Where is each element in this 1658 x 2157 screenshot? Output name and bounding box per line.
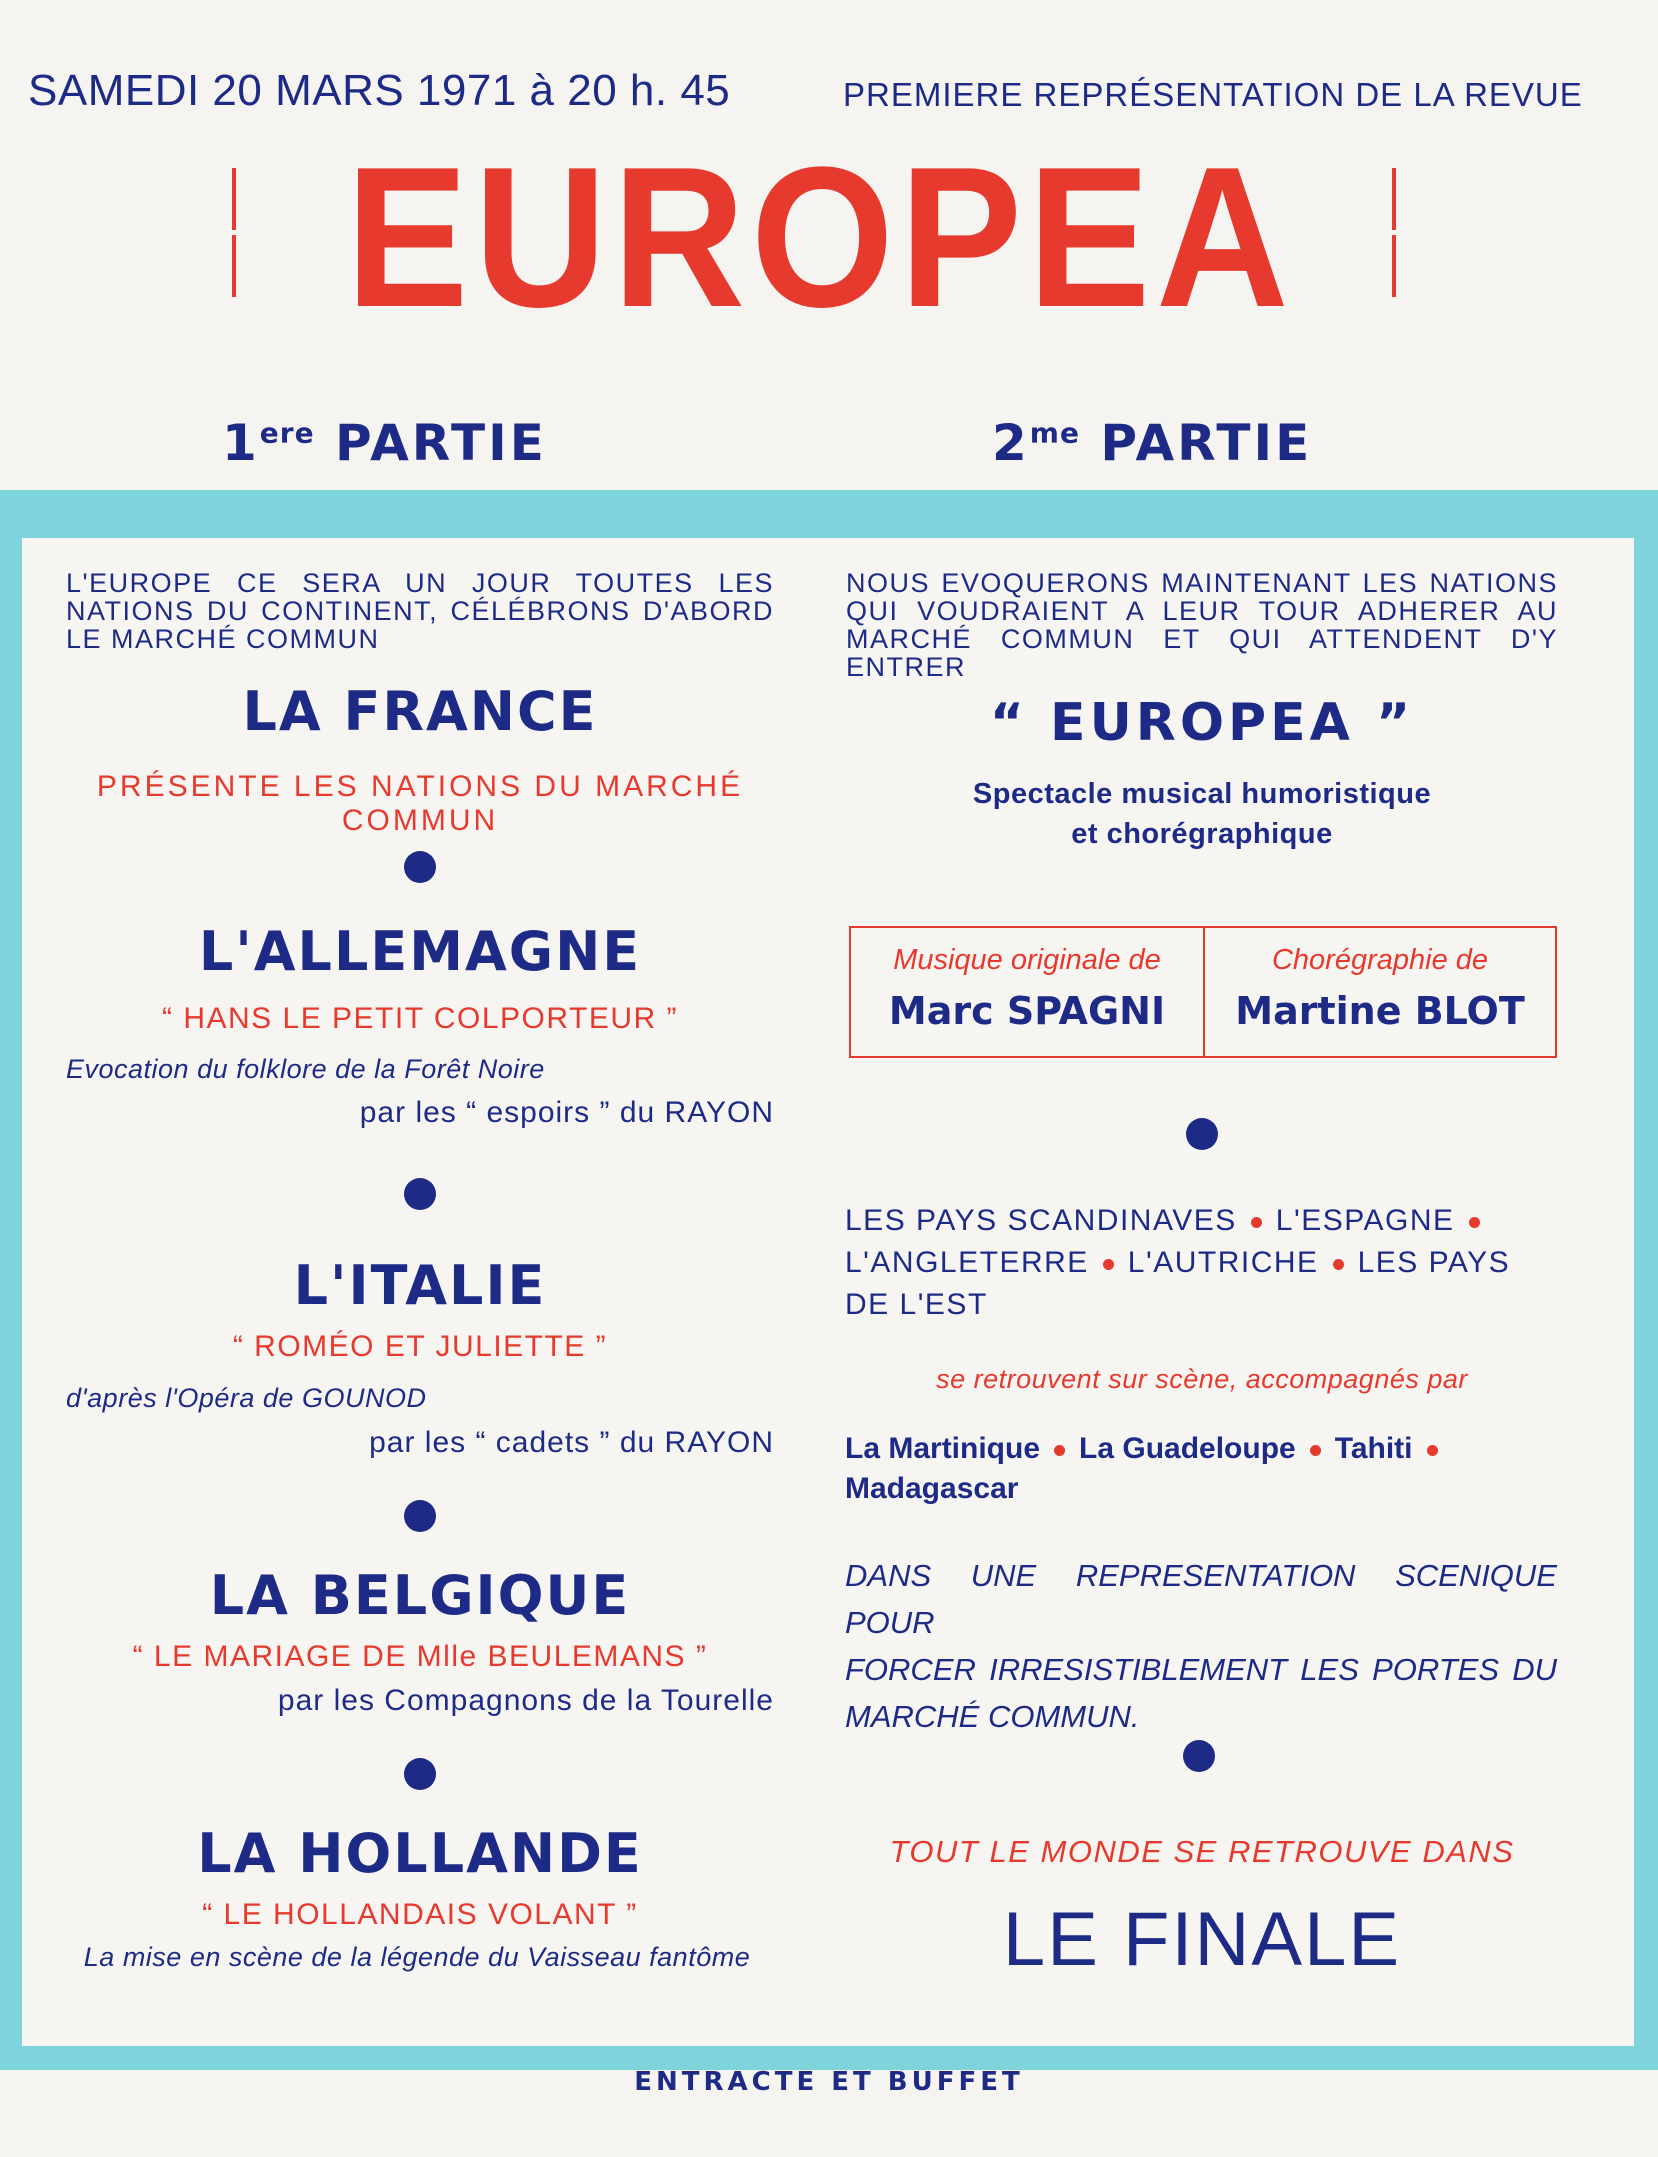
overseas-item: La Guadeloupe — [1079, 1432, 1296, 1465]
nations-line-1 — [845, 1204, 1557, 1238]
part1-heading-sup: ere — [259, 416, 315, 450]
part2-heading — [992, 414, 1312, 472]
choreo-label: Chorégraphie de — [1271, 944, 1489, 976]
part1-intro-line: L'EUROPE CE SERA UN JOUR TOUTES LES — [66, 568, 774, 598]
separator-dot — [404, 1178, 436, 1210]
scenic-line: DANS UNE REPRESENTATION SCENIQUE POUR — [845, 1558, 1557, 1640]
nation-item: LES PAYS — [1357, 1246, 1511, 1279]
bullet-dot — [1333, 1259, 1344, 1270]
finale-title: LE FINALE — [1002, 1897, 1402, 1982]
show-desc-1: Spectacle musical humoristique — [972, 778, 1432, 810]
hollande-show: “ LE HOLLANDAIS VOLANT ” — [202, 1898, 638, 1931]
italie-by: par les “ cadets ” du RAYON — [369, 1426, 774, 1459]
separator-dot — [1186, 1118, 1218, 1150]
nations-line-3: DE L'EST — [845, 1288, 988, 1321]
scenic-line: FORCER IRRESISTIBLEMENT LES PORTES DU — [845, 1652, 1557, 1687]
final-intro: TOUT LE MONDE SE RETROUVE DANS — [889, 1834, 1515, 1869]
bullet-dot — [1054, 1445, 1065, 1456]
accompanied-text: se retrouvent sur scène, accompagnés par — [936, 1364, 1468, 1394]
credits-box — [849, 926, 1557, 1058]
close-quote-mark — [1392, 168, 1406, 230]
part2-intro — [846, 569, 1558, 681]
italie-show: “ ROMÉO ET JULIETTE ” — [232, 1330, 608, 1363]
open-quote-mark — [232, 168, 246, 230]
show-title: “ EUROPEA ” — [989, 693, 1415, 753]
part2-intro-line: QUI VOUDRAIENT A LEUR TOUR ADHERER AU — [846, 596, 1558, 626]
intermission-footer: ENTRACTE ET BUFFET — [634, 2067, 1024, 2097]
belgique-by: par les Compagnons de la Tourelle — [277, 1684, 774, 1717]
overseas-item: La Martinique — [845, 1432, 1041, 1465]
premiere-line: PREMIERE REPRÉSENTATION DE LA REVUE — [843, 76, 1583, 113]
nation-item: LES PAYS SCANDINAVES — [845, 1204, 1237, 1237]
overseas-line-2: Madagascar — [845, 1472, 1019, 1505]
bullet-dot — [1469, 1217, 1480, 1228]
nations-line-2 — [845, 1246, 1557, 1280]
part2-intro-line: NOUS EVOQUERONS MAINTENANT LES NATIONS — [846, 568, 1558, 598]
nation-item: L'ESPAGNE — [1275, 1204, 1455, 1237]
part1-heading-num: 1 — [222, 414, 260, 472]
country-hollande: LA HOLLANDE — [197, 1822, 643, 1885]
allemagne-by: par les “ espoirs ” du RAYON — [359, 1096, 774, 1129]
part1-intro-line: LE MARCHÉ COMMUN — [66, 624, 380, 654]
bullet-dot — [1251, 1217, 1262, 1228]
france-subtitle: PRÉSENTE LES NATIONS DU MARCHÉ COMMUN — [96, 770, 744, 837]
part1-intro-line: NATIONS DU CONTINENT, CÉLÉBRONS D'ABORD — [66, 596, 774, 626]
hollande-desc: La mise en scène de la légende du Vaisseau fantôme — [83, 1942, 751, 1972]
show-desc-2: et chorégraphique — [1071, 818, 1333, 850]
separator-dot — [404, 851, 436, 883]
nation-item: L'ANGLETERRE — [845, 1246, 1089, 1279]
separator-dot — [1183, 1740, 1215, 1772]
page-title: EUROPEA — [345, 126, 1295, 349]
music-label: Musique originale de — [893, 944, 1161, 976]
choreo-credit — [1205, 928, 1555, 1056]
title-block — [220, 126, 1420, 349]
country-france: LA FRANCE — [242, 680, 598, 743]
nation-item: L'AUTRICHE — [1127, 1246, 1319, 1279]
choreo-name: Martine BLOT — [1235, 989, 1525, 1033]
bullet-dot — [1310, 1445, 1321, 1456]
overseas-line-1 — [845, 1432, 1557, 1466]
part1-intro — [66, 569, 774, 653]
bullet-dot — [1103, 1259, 1114, 1270]
part2-heading-word: PARTIE — [1100, 414, 1313, 472]
separator-dot — [404, 1500, 436, 1532]
separator-dot — [404, 1758, 436, 1790]
scenic-line: MARCHÉ COMMUN. — [845, 1699, 1140, 1734]
part2-intro-line: MARCHÉ COMMUN ET QUI ATTENDENT D'Y ENTRER — [846, 624, 1558, 682]
country-italie: L'ITALIE — [293, 1254, 547, 1317]
italie-desc: d'après l'Opéra de GOUNOD — [66, 1383, 427, 1413]
part1-heading-word: PARTIE — [335, 414, 547, 472]
bullet-dot — [1427, 1445, 1438, 1456]
part2-heading-sup: me — [1029, 416, 1080, 450]
allemagne-desc: Evocation du folklore de la Forêt Noire — [66, 1054, 545, 1084]
allemagne-show: “ HANS LE PETIT COLPORTEUR ” — [162, 1002, 678, 1035]
belgique-show: “ LE MARIAGE DE Mlle BEULEMANS ” — [132, 1640, 708, 1673]
part2-heading-num: 2 — [992, 414, 1030, 472]
scenic-text — [845, 1552, 1557, 1740]
country-belgique: LA BELGIQUE — [209, 1564, 631, 1627]
music-name: Marc SPAGNI — [888, 989, 1166, 1033]
date-line: SAMEDI 20 MARS 1971 à 20 h. 45 — [28, 66, 731, 115]
music-credit — [851, 928, 1203, 1056]
overseas-item: Tahiti — [1334, 1432, 1413, 1465]
part1-heading — [222, 414, 547, 472]
country-allemagne: L'ALLEMAGNE — [198, 920, 642, 983]
